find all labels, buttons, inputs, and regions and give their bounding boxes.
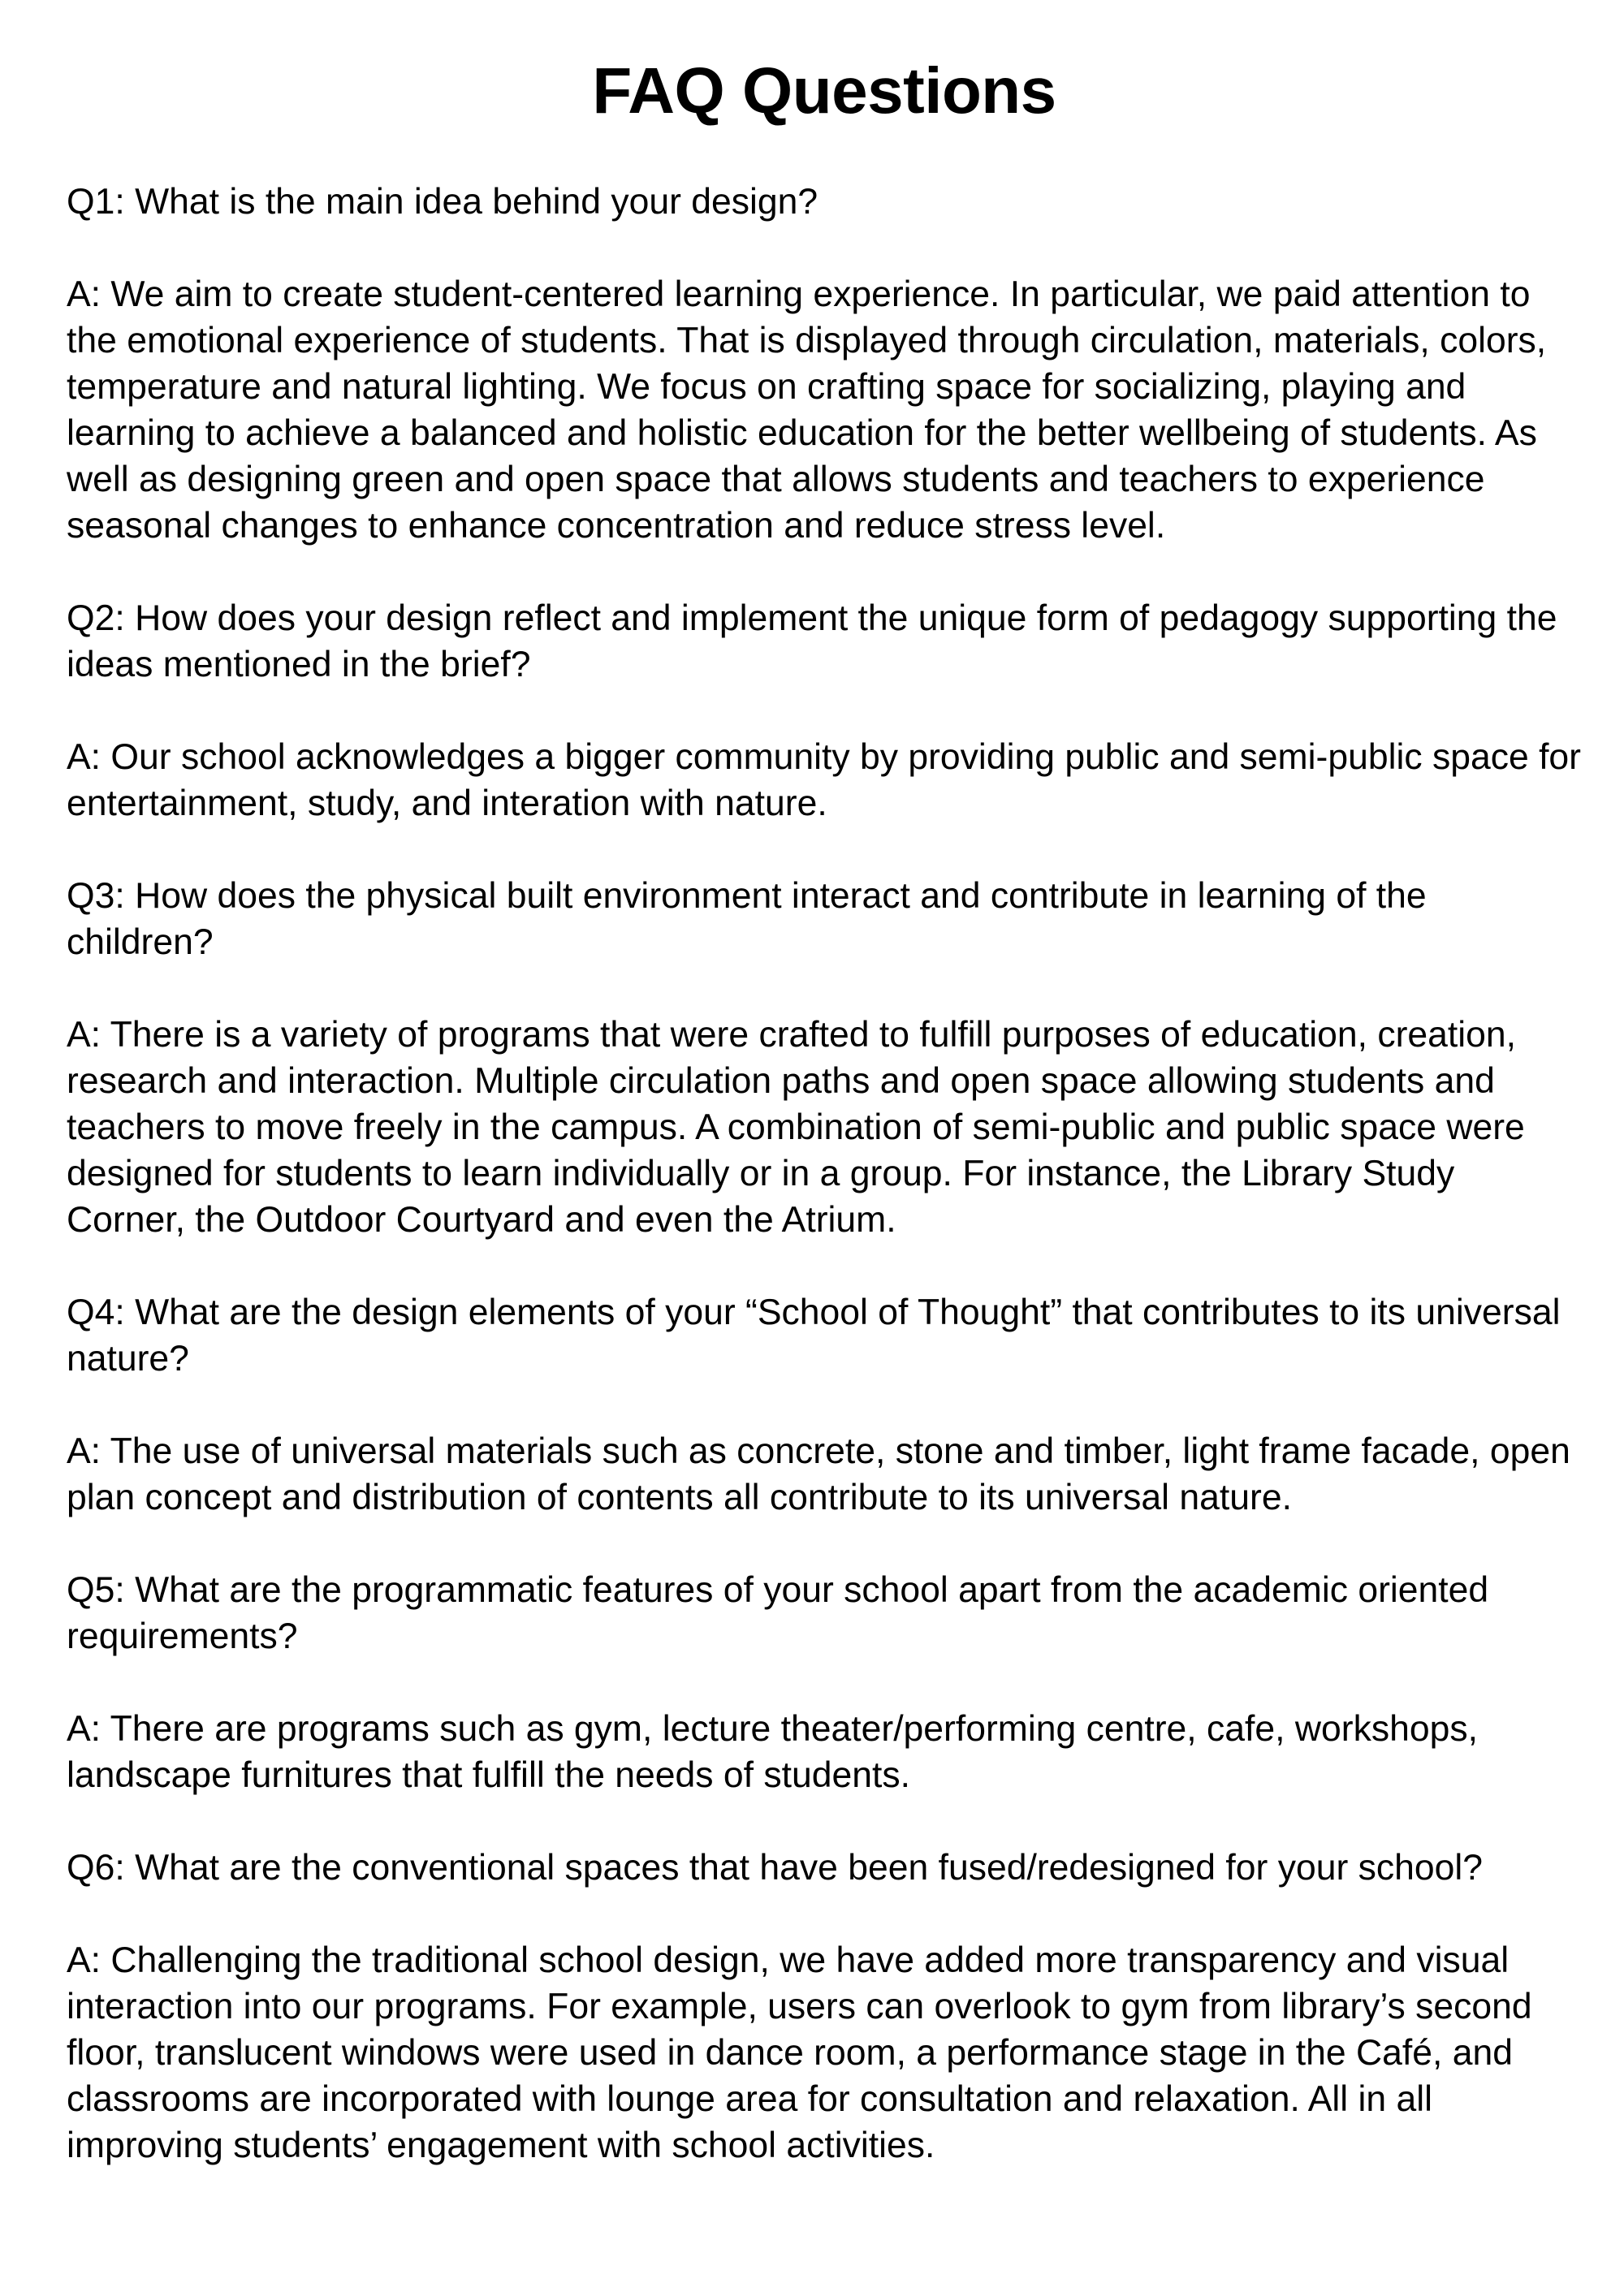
faq-item-5: [67, 1567, 1582, 1798]
faq-item-2: [67, 595, 1582, 826]
answer-1: A: We aim to create student-centered learning experience. In particular, we paid attention to the emotional experience of students. That is displayed through circulation, materials, colors, temperature and natural lighting. We focus on crafting space for socializing, playing and learning to achieve a balanced and holistic education for the better wellbeing of students. As well as designing green and open space that allows students and teachers to experience seasonal changes to enhance concentration and reduce stress level.: [67, 274, 1547, 546]
question-1: Q1: What is the main idea behind your design?: [67, 182, 818, 222]
faq-item-4: [67, 1289, 1582, 1521]
question-5: Q5: What are the programmatic features of your school apart from the academic oriented requirements?: [67, 1570, 1489, 1656]
question-4: Q4: What are the design elements of your “School of Thought” that contributes to its universal nature?: [67, 1293, 1561, 1379]
question-6: Q6: What are the conventional spaces that have been fused/redesigned for your school?: [67, 1848, 1484, 1888]
answer-4: A: The use of universal materials such as concrete, stone and timber, light frame facade, open plan concept and distribution of contents all contribute to its universal nature.: [67, 1431, 1570, 1517]
answer-5: A: There are programs such as gym, lecture theater/performing centre, cafe, workshops, landscape furnitures that fulfill the needs of students.: [67, 1709, 1478, 1795]
faq-item-3: [67, 873, 1582, 1243]
answer-2: A: Our school acknowledges a bigger community by providing public and semi-public space for entertainment, study, and interation with nature.: [67, 737, 1582, 823]
answer-6: A: Challenging the traditional school design, we have added more transparency and visual interaction into our programs. For example, users can overlook to gym from library’s second floor, translucent windows were used in dance room, a performance stage in the Café, and classrooms are incorporated with lounge area for consultation and relaxation. All in all improving students’ engagement with school activities.: [67, 1940, 1532, 2165]
faq-item-1: [67, 179, 1582, 549]
faq-item-6: [67, 1845, 1582, 2169]
page-title: FAQ Questions: [592, 54, 1056, 127]
faq-list: [67, 179, 1582, 2169]
answer-3: A: There is a variety of programs that were crafted to fulfill purposes of education, creation, research and interaction. Multiple circulation paths and open space allowing students and teachers to move freely in the campus. A combination of semi-public and public space were designed for students to learn individually or in a group. For instance, the Library Study Corner, the Outdoor Courtyard and even the Atrium.: [67, 1015, 1525, 1240]
question-2: Q2: How does your design reflect and implement the unique form of pedagogy supporting the ideas mentioned in the brief?: [67, 598, 1557, 684]
question-3: Q3: How does the physical built environment interact and contribute in learning of the children?: [67, 876, 1427, 962]
